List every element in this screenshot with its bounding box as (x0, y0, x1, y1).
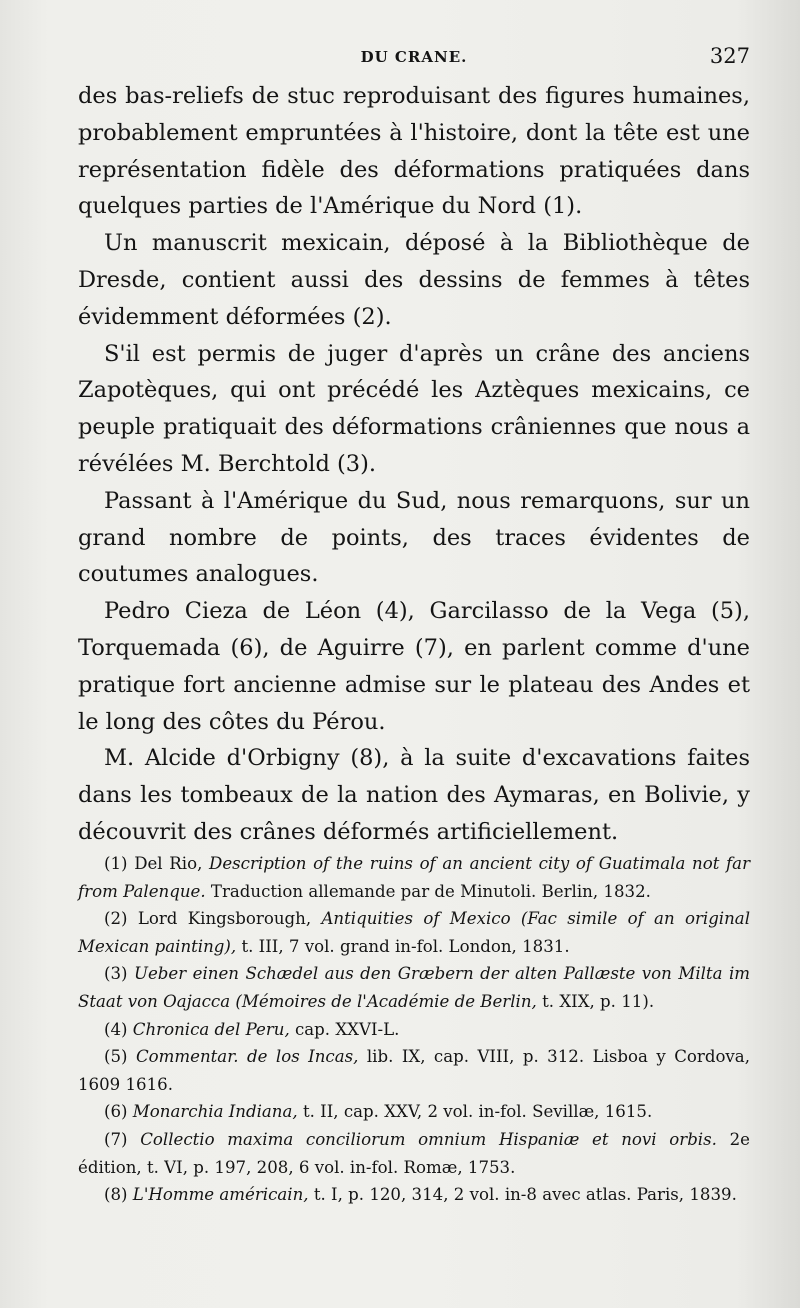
footnote-rest: t. I, p. 120, 314, 2 vol. in-8 avec atlas. Paris, 1839. (313, 1185, 737, 1205)
footnote-marker: (6) (104, 1102, 128, 1122)
footnote-rest: cap. XXVI-L. (295, 1019, 400, 1039)
footnote-title: Monarchia Indiana, (132, 1102, 298, 1122)
footnote-title: Description of the ruins of an ancient city of Guatimala not far from Palenque. (78, 854, 751, 901)
paragraph: M. Alcide d'Orbigny (8), à la suite d'excavations faites dans les tombeaux de la nation des Aymaras, en Bolivie, y découvrit des crânes déformés artificiellement. (78, 745, 750, 845)
footnote (78, 1016, 750, 1044)
footnote-rest: Traduction allemande par de Minutoli. Berlin, 1832. (210, 881, 651, 901)
footnote (78, 850, 750, 905)
running-head: DU CRANE. (360, 48, 468, 66)
footnotes (78, 850, 750, 1209)
footnote-rest: t. III, 7 vol. grand in-fol. London, 1831. (241, 936, 570, 956)
footnote-marker: (3) (104, 964, 128, 984)
footnote (78, 905, 750, 960)
footnote-title: Chronica del Peru, (132, 1019, 290, 1039)
footnote-rest: t. II, cap. XXV, 2 vol. in-fol. Sevillæ, 1615. (302, 1102, 653, 1122)
paragraph: Un manuscrit mexicain, déposé à la Bibliothèque de Dresde, contient aussi des dessins de femmes à têtes évidemment déformées (2). (78, 230, 750, 330)
footnote (78, 1181, 750, 1209)
footnote-marker: (1) (104, 854, 128, 873)
footnote-lead: Lord Kingsborough, (137, 909, 312, 929)
footnote (78, 1126, 750, 1181)
footnote-marker: (8) (104, 1185, 128, 1205)
footnote-title: Commentar. de los Incas, (135, 1047, 359, 1067)
footnote-rest: 2e édition, t. VI, p. 197, 208, 6 vol. in-fol. Romæ, 1753. (78, 1129, 751, 1177)
footnote (78, 960, 750, 1015)
footnote-title: L'Homme américain, (132, 1185, 309, 1205)
footnote-title: Ueber einen Schædel aus den Græbern der alten Pallæste von Milta im Staat von Oajacca (Mémoires de l'Académie de Berlin, (78, 964, 751, 1011)
footnote-marker: (2) (104, 909, 128, 929)
footnote (78, 1043, 750, 1098)
paragraph: des bas-reliefs de stuc reproduisant des figures humaines, probablement empruntées à l'histoire, dont la tête est une représentation fidèle des déformations pratiquées dans quelques parties de l'Amérique du Nord (1). (78, 83, 750, 220)
page-number: 327 (709, 44, 750, 68)
footnote-rest: t. XIX, p. 11). (542, 991, 655, 1011)
paragraph: S'il est permis de juger d'après un crâne des anciens Zapotèques, qui ont précédé les Aztèques mexicains, ce peuple pratiquait des déformations crâniennes que nous a révélées M. Berchtold (3). (78, 340, 750, 477)
main-text (78, 78, 750, 851)
paragraph: Passant à l'Amérique du Sud, nous remarquons, sur un grand nombre de points, des traces évidentes de coutumes analogues. (78, 487, 750, 588)
footnote-rest: lib. IX, cap. VIII, p. 312. Lisboa y Cordova, 1609 1616. (78, 1047, 750, 1094)
footnote (78, 1098, 750, 1126)
footnote-marker: (7) (104, 1129, 128, 1149)
footnote-title: Antiquities of Mexico (Fac simile of an original Mexican painting), (78, 909, 751, 956)
footnote-marker: (5) (104, 1047, 128, 1067)
footnote-title: Collectio maxima conciliorum omnium Hispaniæ et novi orbis. (140, 1129, 717, 1149)
page-header (78, 44, 750, 74)
paragraph: Pedro Cieza de Léon (4), Garcilasso de la Vega (5), Torquemada (6), de Aguirre (7), en parlent comme d'une pratique fort ancienne admise sur le plateau des Andes et le long des côtes du Pérou. (78, 598, 750, 735)
footnote-lead: Del Rio, (134, 854, 203, 873)
footnote-marker: (4) (104, 1019, 128, 1039)
